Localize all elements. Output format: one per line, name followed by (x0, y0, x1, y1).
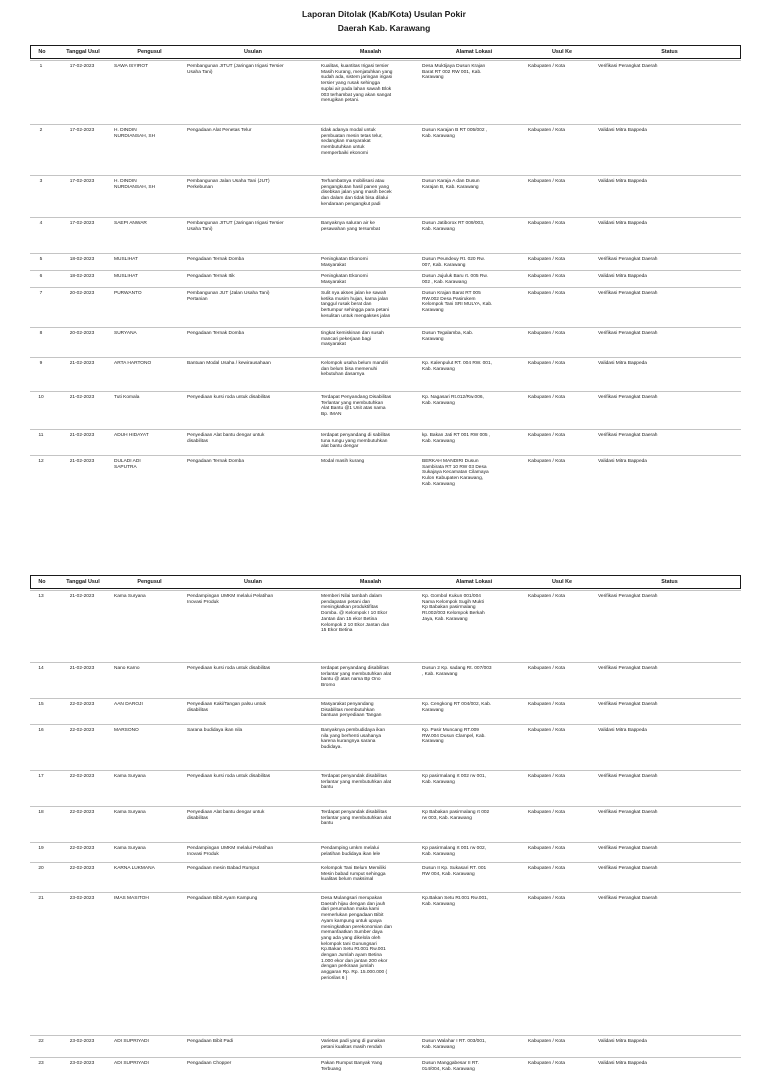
header-no: No (38, 579, 46, 585)
cell-usul-ke: Kabupaten / Kota (528, 666, 566, 671)
cell-no: 9 (39, 361, 43, 366)
cell-status: Validasi Mitra Bappeda (598, 728, 647, 733)
cell-usulan: Penyediaan Alat bantu dengar untuk disabilitas (187, 810, 265, 821)
header-pengusul: Pengusul (137, 49, 162, 55)
cell-status: Validasi Mitra Bappeda (598, 361, 647, 366)
cell-no: 1 (39, 64, 43, 69)
cell-pengusul: MUSLIHAT (114, 274, 138, 279)
cell-usulan: Sarana budidaya ikan nila (187, 728, 243, 733)
cell-status: Validasi Mitra Bappeda (598, 459, 647, 464)
cell-masalah: tingkat kemiskinan dan susah mancari pekerjaan bagi masyarakat (321, 331, 384, 348)
table-header (30, 575, 741, 589)
cell-usul-ke: Kabupaten / Kota (528, 221, 566, 226)
cell-no: 16 (38, 728, 44, 733)
header-usul-ke: Usul Ke (551, 49, 573, 55)
cell-status: Validasi Mitra Bappeda (598, 1039, 647, 1044)
table-row (30, 590, 741, 662)
cell-usul-ke: Kabupaten / Kota (528, 459, 566, 464)
cell-usul-ke: Kabupaten / Kota (528, 395, 566, 400)
cell-pengusul: DULADI ADI SAPUTRA (114, 459, 141, 470)
cell-usul-ke: Kabupaten / Kota (528, 774, 566, 779)
cell-no: 3 (39, 179, 43, 184)
cell-tanggal-usul: 17-02-2023 (69, 128, 95, 133)
cell-status: Verifikasi Perangkat Daerah (598, 291, 658, 296)
cell-status: Verifikasi Perangkat Daerah (598, 866, 658, 871)
cell-tanggal-usul: 18-02-2023 (69, 257, 95, 262)
cell-usulan: Penyediaan Kaki/Tangan palsu untuk disabilitas (187, 702, 266, 713)
cell-pengusul: ADI SUPRIYADI (114, 1039, 149, 1044)
cell-tanggal-usul: 21-02-2023 (69, 361, 95, 366)
cell-pengusul: SAEPI ANWAR (114, 221, 147, 226)
cell-alamat-lokasi: Kp pasirmalang rt 001 rw 002, Kab. Karawang (422, 846, 486, 857)
cell-alamat-lokasi: Dusun Krajan Barat RT 005 RW.002 Desa Pasirukem Kelompok Tani SRI MULYA, Kab. Karawang (422, 291, 493, 314)
cell-pengusul: ARTA HARTONO (114, 361, 152, 366)
header-usul-ke: Usul Ke (551, 579, 573, 585)
cell-no: 17 (38, 774, 44, 779)
cell-no: 8 (39, 331, 43, 336)
cell-usul-ke: Kabupaten / Kota (528, 702, 566, 707)
cell-usulan: Pengadaan Bibit Padi (187, 1039, 234, 1044)
cell-usulan: Pembangunan JITUT (Jaringan Irigasi Tersier Usaha Tani) (187, 64, 284, 75)
cell-tanggal-usul: 17-02-2023 (69, 64, 95, 69)
cell-no: 12 (38, 459, 44, 464)
cell-masalah: Modal masih kurang (321, 459, 365, 464)
cell-status: Verifikasi Perangkat Daerah (598, 594, 658, 599)
cell-alamat-lokasi: Kp pasirmalang rt 002 rw 001, Kab. Karawang (422, 774, 486, 785)
cell-pengusul: PURWANTO (114, 291, 142, 296)
table-row (30, 270, 741, 287)
cell-masalah: Varietas padi yang di gunakan petani kualitas masih rendah (321, 1039, 386, 1050)
cell-pengusul: KARNA LUKMANA (114, 866, 155, 871)
cell-usul-ke: Kabupaten / Kota (528, 728, 566, 733)
cell-no: 7 (39, 291, 43, 296)
cell-pengusul: SAWA ISYIROT (114, 64, 149, 69)
header-status: Status (661, 579, 678, 585)
cell-alamat-lokasi: Dusun Walahar I RT. 003/001, Kab. Karawang (422, 1039, 486, 1050)
cell-usulan: Pendampingan UMKM melalui Pelatihan Inovasi Produk (187, 594, 274, 605)
cell-usulan: Pengadaan Bibit Ayam Kampung (187, 896, 258, 901)
cell-alamat-lokasi: Dusun 2 Kp. sadang Rt. 007/003 , Kab. Karawang (422, 666, 492, 677)
table-row (30, 429, 741, 455)
header-alamat-lokasi: Alamat Lokasi (455, 579, 493, 585)
cell-masalah: Memberi Nilai tambah dalam pendapatan petani dan meningkatkan produktifitas Domba. @ Kelompok I 10 Ekor Jantan dan 15 ekor Betina Kelompok 2 10 Ekor Jantan dan 15 Ekor Betina (321, 594, 390, 634)
cell-usulan: Bantuan Modal Usaha / kewirausahaan (187, 361, 271, 366)
cell-status: Verifikasi Perangkat Daerah (598, 896, 658, 901)
cell-usulan: Penyediaan kursi roda untuk disabilitas (187, 666, 271, 671)
cell-no: 15 (38, 702, 44, 707)
cell-no: 2 (39, 128, 43, 133)
cell-status: Verifikasi Perangkat Daerah (598, 774, 658, 779)
cell-usulan: Penyediaan kursi roda untuk disabilitas (187, 395, 271, 400)
cell-usul-ke: Kabupaten / Kota (528, 128, 566, 133)
cell-alamat-lokasi: BERKAH MANDIRI Dusun Sambirata RT 10 RW 03 Desa Sukajaya Kecamatan Cilamaya Kulon Kabupaten Karawang, Kab. Karawang (422, 459, 489, 487)
cell-usul-ke: Kabupaten / Kota (528, 274, 566, 279)
cell-usul-ke: Kabupaten / Kota (528, 1039, 566, 1044)
cell-tanggal-usul: 21-02-2023 (69, 433, 95, 438)
cell-usul-ke: Kabupaten / Kota (528, 361, 566, 366)
cell-masalah: Kualitas, kuantitas Irigasi tersier Masih Kurang, menjatuhkan yang sudah ada, sistem jaringan irigasi tersier yang rusak sehingga suplai air pada lahan sawah Blok 003 terhambat yang akan sangat merugikan petani. (321, 64, 393, 104)
cell-no: 18 (38, 810, 44, 815)
cell-usul-ke: Kabupaten / Kota (528, 257, 566, 262)
cell-alamat-lokasi: Dusun Peundeuy Rt. 020 Rw. 007, Kab. Karawang (422, 257, 485, 268)
table-row (30, 698, 741, 724)
cell-masalah: Masyarakat penyandang Disabilitas membutuhkan bantuan penyediaan Tangan (321, 702, 382, 719)
cell-pengusul: Kama Suryana (114, 810, 146, 815)
cell-tanggal-usul: 21-02-2023 (69, 459, 95, 464)
cell-tanggal-usul: 23-02-2023 (69, 1039, 95, 1044)
table-row (30, 327, 741, 357)
cell-tanggal-usul: 20-02-2023 (69, 331, 95, 336)
cell-tanggal-usul: 18-02-2023 (69, 274, 95, 279)
cell-masalah: tidak adanya modal untuk pembuatan mesin tetas telur, sedangkan masyarakat membutuhkan untuk memperbaiki ekonomi (321, 128, 383, 156)
cell-status: Verifikasi Perangkat Daerah (598, 846, 658, 851)
cell-pengusul: Nano Karno (114, 666, 140, 671)
cell-usul-ke: Kabupaten / Kota (528, 594, 566, 599)
cell-pengusul: ADI SUPRIYADI (114, 1061, 149, 1066)
cell-masalah: Terhambatnya mobilisasi atau pengangkutan hasil panen yang disebkan jalan yang masih becek dan dalam dan tidak bisa dilalui kendaraan pengangkut padi (321, 179, 392, 207)
table-row (30, 455, 741, 525)
cell-no: 5 (39, 257, 43, 262)
cell-usulan: Pengadaan Ternak Domba (187, 257, 244, 262)
cell-no: 4 (39, 221, 43, 226)
cell-no: 13 (38, 594, 44, 599)
cell-status: Validasi Mitra Bappeda (598, 179, 647, 184)
table-row (30, 287, 741, 327)
cell-tanggal-usul: 22-02-2023 (69, 810, 95, 815)
cell-pengusul: AAN DAROJI (114, 702, 143, 707)
cell-masalah: Banyaknya saluran air ke pesawahan yang tersumbat (321, 221, 380, 232)
cell-usul-ke: Kabupaten / Kota (528, 846, 566, 851)
cell-usulan: Pembangunan JUT (Jalan Usaha Tani) Pertanian (187, 291, 270, 302)
cell-no: 11 (38, 433, 44, 438)
cell-usul-ke: Kabupaten / Kota (528, 179, 566, 184)
table-header (30, 45, 741, 59)
cell-no: 10 (38, 395, 44, 400)
table-row (30, 662, 741, 698)
cell-status: Validasi Mitra Bappeda (598, 128, 647, 133)
cell-alamat-lokasi: Dusun Karaja A dan Dusun Karajan B, Kab. Karawang (422, 179, 480, 190)
cell-alamat-lokasi: Kp. Cengkong RT 004/002, Kab. Karawang (422, 702, 492, 713)
cell-masalah: terdapat penyandang disabilitas terlantar yang membutuhkan alat bantu @ atas nama Bp Ono Bromo (321, 666, 392, 689)
cell-tanggal-usul: 20-02-2023 (69, 291, 95, 296)
cell-status: Verifikasi Perangkat Daerah (598, 395, 658, 400)
cell-usul-ke: Kabupaten / Kota (528, 433, 566, 438)
cell-tanggal-usul: 21-02-2023 (69, 594, 95, 599)
report-title-line-2: Daerah Kab. Karawang (337, 23, 431, 33)
cell-usulan: Pendampingan UMKM melalui Pelatihan Inovasi Produk (187, 846, 274, 857)
cell-masalah: Peningkatan Ekonomi Masyarakat (321, 257, 368, 268)
cell-pengusul: Tuti Komala (114, 395, 140, 400)
cell-usulan: Penyediaan Alat bantu dengar untuk disabilitas (187, 433, 265, 444)
cell-alamat-lokasi: kp. Bakan Jati RT 001 RW 005 , Kab. Karawang (422, 433, 491, 444)
cell-tanggal-usul: 23-02-2023 (69, 1061, 95, 1066)
table-row (30, 892, 741, 1035)
cell-masalah: Pakan Rumput Banyak Yang Terbuang (321, 1061, 383, 1072)
cell-pengusul: IMAS MASITOH (114, 896, 149, 901)
cell-alamat-lokasi: Kp Babakan pasirmalang rt 002 rw 003, Kab. Karawang (422, 810, 490, 821)
cell-pengusul: H. DINDIN NURDIANSAH, SH (114, 179, 156, 190)
cell-masalah: Sulit nya akses jalan ke sawah ketika musim hujan, karna jalan tanggul rusak berat dan bertumpur sehingga para petani kesulitan untuk mengakses jalan (321, 291, 391, 319)
cell-usulan: Pengadaan Ternak Itik (187, 274, 235, 279)
cell-no: 22 (38, 1039, 44, 1044)
cell-alamat-lokasi: Kp. Kalenpulut RT. 004 RW. 001, Kab. Karawang (422, 361, 492, 372)
cell-usulan: Pengadaan Ternak Domba (187, 331, 244, 336)
cell-no: 20 (38, 866, 44, 871)
table-row (30, 253, 741, 270)
cell-usulan: Pengadaan mesin Babad Rumput (187, 866, 260, 871)
header-usulan: Usulan (244, 579, 262, 585)
report-table-page-1 (30, 45, 741, 525)
cell-masalah: Terdapat penyandak disabilitas terlantar yang membutuhkan alat bantu (321, 774, 392, 791)
table-row (30, 1035, 741, 1057)
cell-status: Verifikasi Perangkat Daerah (598, 257, 658, 262)
cell-tanggal-usul: 22-02-2023 (69, 866, 95, 871)
table-row (30, 806, 741, 842)
cell-tanggal-usul: 17-02-2023 (69, 221, 95, 226)
header-alamat-lokasi: Alamat Lokasi (455, 49, 493, 55)
cell-masalah: Pendamping umkm melalui pelatihan budidaya ikan lele (321, 846, 381, 857)
cell-status: Verifikasi Perangkat Daerah (598, 433, 658, 438)
cell-status: Validasi Mitra Bappeda (598, 1061, 647, 1066)
cell-masalah: Banyaknya pembudidaya ikan nila yang berhenti usahanya karena kurangnya sarana budidaya. (321, 728, 386, 751)
cell-no: 14 (38, 666, 44, 671)
cell-usul-ke: Kabupaten / Kota (528, 810, 566, 815)
cell-no: 6 (39, 274, 43, 279)
cell-masalah: Terdapat penyandak disabilitas terlantar yang membutuhkan alat bantu (321, 810, 392, 827)
cell-usul-ke: Kabupaten / Kota (528, 331, 566, 336)
header-tanggal-usul: Tanggal Usul (66, 579, 100, 585)
cell-usul-ke: Kabupaten / Kota (528, 896, 566, 901)
cell-status: Verifikasi Perangkat Daerah (598, 810, 658, 815)
cell-usul-ke: Kabupaten / Kota (528, 1061, 566, 1066)
cell-alamat-lokasi: Kp. Gombol Kukun 001/004 Nama Kelompok Sugih Mukti Kp Babakan pasirmalang Rt.002/003 Kelompok Berkah Jaya, Kab. Karawang (422, 594, 485, 622)
cell-masalah: Desa Mulangsari merupakan Daerah hijau dengan dan jauh dari perumahan maka kami memerlukan pengadaan Bibit Ayam kampung untuk upaya meningkatkan perekonomian dan memanfaatkan Sumber daya yang ada yang dikelola oleh kelompok tani Gunungsari Kp.Bakan Setu Rt.001 Rw.001 dengan Jumlah ayam Betina 1.000 ekor dan jantan 200 ekor dengan perkiraan jumlah anggaran Rp. Rp. 15.000.000 ( periorilas 6 ) (321, 896, 392, 981)
cell-pengusul: H. DINDIN NURDIANSAH, SH (114, 128, 156, 139)
cell-masalah: terdapat penyandang di sabilitas tuna rungu yang membutuhkan alat bantu dengar (321, 433, 391, 450)
cell-masalah: Terdapat Penyandang Disabilitas Terlantar yang membutuhkan Alat Bantu @1 Unit atas nama Bp. IMAN (321, 395, 392, 418)
table-row (30, 124, 741, 174)
table-row (30, 862, 741, 892)
table-row (30, 770, 741, 806)
cell-usulan: Pengadaan Ternak Domba (187, 459, 244, 464)
cell-pengusul: Kama Suryana (114, 594, 146, 599)
cell-status: Validasi Mitra Bappeda (598, 274, 647, 279)
cell-status: Verifikasi Perangkat Daerah (598, 331, 658, 336)
table-row (30, 1057, 741, 1077)
header-pengusul: Pengusul (137, 579, 162, 585)
cell-pengusul: MARSONO (114, 728, 139, 733)
cell-status: Validasi Mitra Bappeda (598, 221, 647, 226)
cell-pengusul: Kama Suryana (114, 774, 146, 779)
cell-tanggal-usul: 22-02-2023 (69, 774, 95, 779)
header-usulan: Usulan (244, 49, 262, 55)
cell-usulan: Pembangunan JITUT (Jaringan Irigasi Tersier Usaha Tani) (187, 221, 284, 232)
header-masalah: Masalah (359, 49, 382, 55)
header-status: Status (661, 49, 678, 55)
cell-alamat-lokasi: Dusun Jatiborox RT 009/003, Kab. Karawang (422, 221, 485, 232)
cell-status: Verifikasi Perangkat Daerah (598, 702, 658, 707)
cell-no: 19 (38, 846, 44, 851)
cell-usul-ke: Kabupaten / Kota (528, 64, 566, 69)
cell-usulan: Pembangunan Jalan Usaha Tani (JUT) Perkebunan (187, 179, 270, 190)
cell-no: 21 (38, 896, 44, 901)
cell-pengusul: ADUH HIDAYAT (114, 433, 149, 438)
cell-alamat-lokasi: Kp.Bakan Setu Rt.001 Rw.001, Kab. Karawang (422, 896, 489, 907)
cell-pengusul: Kama Suryana (114, 846, 146, 851)
cell-alamat-lokasi: Dusun Manggabesar II RT. 014/004, Kab. Karawang (422, 1061, 479, 1072)
table-row (30, 175, 741, 217)
cell-alamat-lokasi: Dusun II Kp. Sukasari RT. 001 RW 004, Kab. Karawang (422, 866, 487, 877)
cell-alamat-lokasi: Desa Muktijaya Dusun Krajan Barat RT 002 RW 001, Kab. Karawang (422, 64, 486, 81)
table-row (30, 357, 741, 391)
header-masalah: Masalah (359, 579, 382, 585)
cell-alamat-lokasi: Dusun Tegalamba, Kab. Karawang (422, 331, 474, 342)
table-row (30, 217, 741, 253)
cell-tanggal-usul: 22-02-2023 (69, 846, 95, 851)
cell-usulan: Pengadaan Chopper (187, 1061, 232, 1066)
cell-no: 23 (38, 1061, 44, 1066)
cell-masalah: Kelompok Tani Belum Memiliki Mesin babad rumput sehingga kualitas belum maksimal (321, 866, 386, 883)
cell-usul-ke: Kabupaten / Kota (528, 291, 566, 296)
table-row (30, 60, 741, 123)
report-title-line-1: Laporan Ditolak (Kab/Kota) Usulan Pokir (302, 9, 466, 19)
header-tanggal-usul: Tanggal Usul (66, 49, 100, 55)
cell-alamat-lokasi: Dusun Karajan B RT 005/002 , Kab. Karawang (422, 128, 488, 139)
cell-alamat-lokasi: Kp. Pasir Muncang RT.009 RW.004 Dusun Clampel, Kab. Karawang (422, 728, 486, 745)
cell-tanggal-usul: 22-02-2023 (69, 702, 95, 707)
header-no: No (38, 49, 46, 55)
cell-alamat-lokasi: Dusun Jujuluk Baru rt. 005 Rw. 002 , Kab. Karawang (422, 274, 488, 285)
cell-pengusul: SURYANA (114, 331, 137, 336)
cell-pengusul: MUSLIHAT (114, 257, 138, 262)
cell-tanggal-usul: 21-02-2023 (69, 395, 95, 400)
table-row (30, 391, 741, 429)
cell-tanggal-usul: 22-02-2023 (69, 728, 95, 733)
cell-tanggal-usul: 21-02-2023 (69, 666, 95, 671)
report-table-page-2 (30, 575, 741, 1072)
cell-tanggal-usul: 23-02-2023 (69, 896, 95, 901)
cell-tanggal-usul: 17-02-2023 (69, 179, 95, 184)
cell-usulan: Pengadaan Alat Penetas Telur (187, 128, 252, 133)
cell-usulan: Penyediaan kursi roda untuk disabilitas (187, 774, 271, 779)
cell-masalah: Kelompok usaha belum mandiri dan belum bisa memenuhi kebutuhan dasarnya (321, 361, 389, 378)
cell-usul-ke: Kabupaten / Kota (528, 866, 566, 871)
cell-alamat-lokasi: Kp. Nagasari Rt.012/Rw.006, Kab. Karawang (422, 395, 484, 406)
table-row (30, 724, 741, 770)
table-row (30, 842, 741, 862)
cell-status: Verifikasi Perangkat Daerah (598, 64, 658, 69)
cell-status: Verifikasi Perangkat Daerah (598, 666, 658, 671)
cell-masalah: Peningkatan Ekonomi Masyarakat (321, 274, 368, 285)
